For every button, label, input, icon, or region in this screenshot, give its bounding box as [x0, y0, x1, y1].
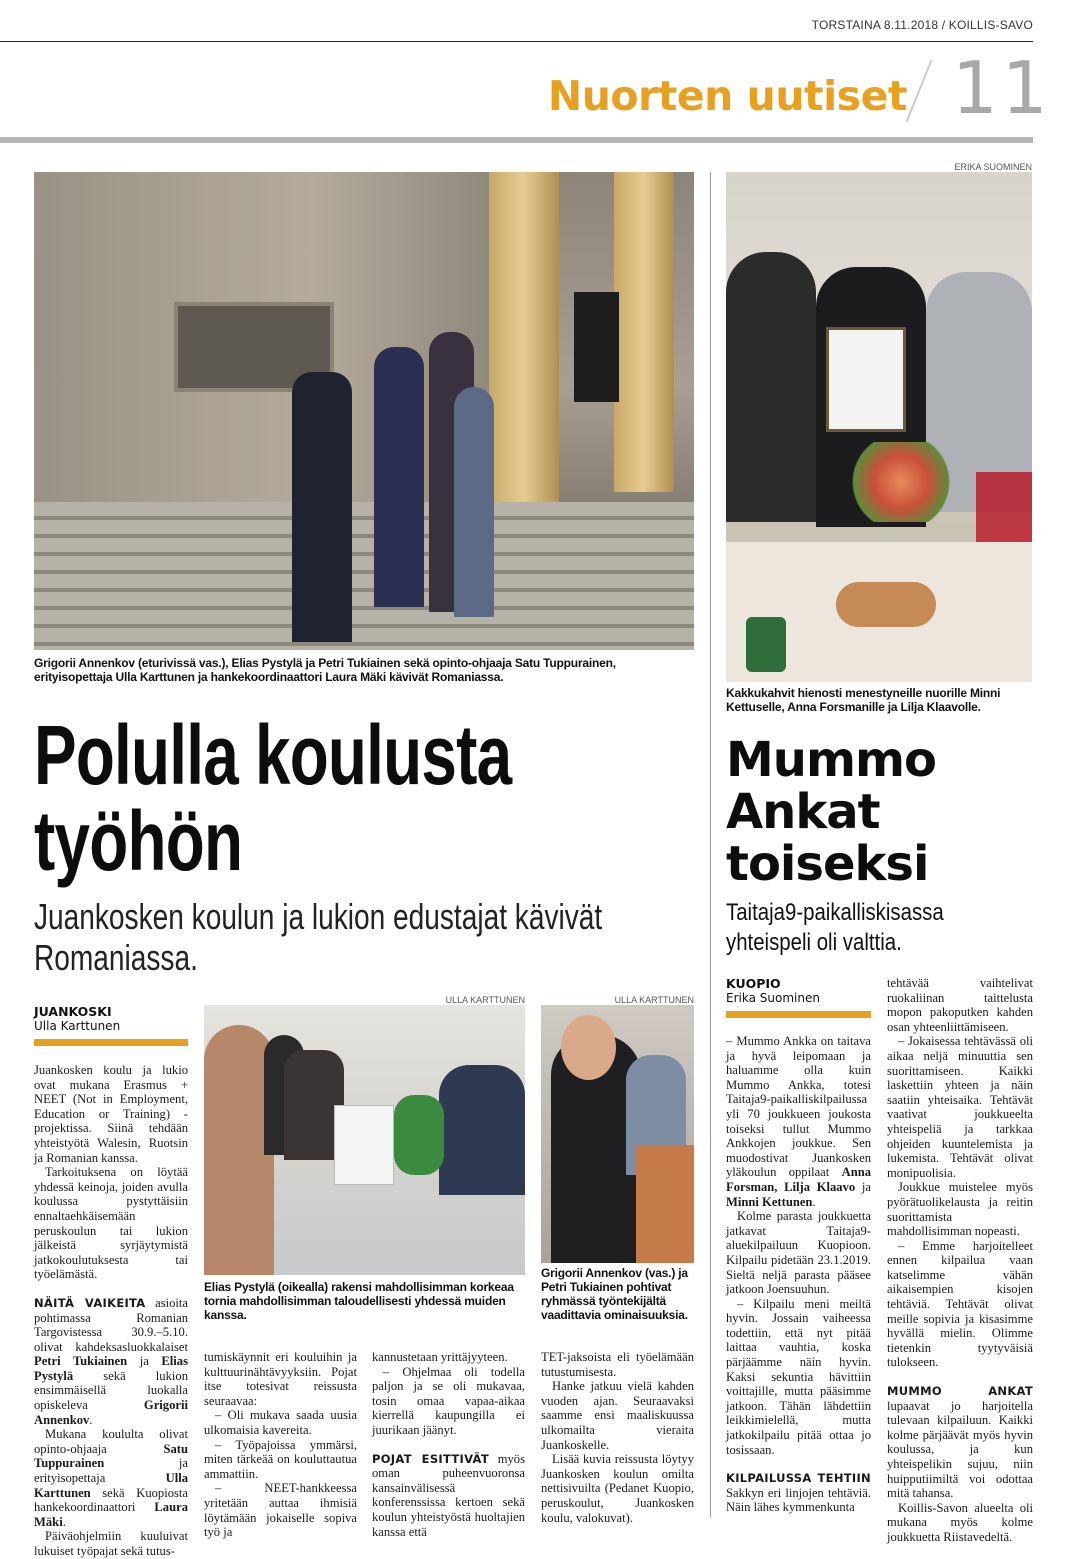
- paragraph: [541, 1350, 694, 1379]
- text: Hanke jatkuu vielä kahden vuoden ajan. Seuraavaksi saamme ensi maaliskuussa ulkomailta vieraita Juankoskelle.: [541, 1379, 694, 1452]
- paragraph: [887, 976, 1033, 1034]
- top-rule: [0, 41, 1033, 42]
- headline-line: toiseksi: [726, 836, 929, 892]
- text: – Ohjelmaa oli todella paljon ja se oli mukavaa, tosin omaa vapaa-aikaa kierrellä kaupungilla ei juurikaan jäänyt.: [372, 1364, 525, 1437]
- headline-line: Polulla koulusta: [34, 708, 512, 802]
- dateline-place: KUOPIO: [726, 976, 781, 991]
- paragraph: [372, 1365, 525, 1438]
- text: Joukkue muistelee myös pyörätuolikelausta ja reitin suorittamista mahdollisimman nopeasti.: [887, 1180, 1033, 1239]
- photo2-caption: Elias Pystylä (oikealla) rakensi mahdollisimman korkeaa tornia mahdollisimman taloudellisesti yhdessä muiden kanssa.: [204, 1280, 514, 1322]
- right-photo: [726, 172, 1032, 682]
- headline-line: Mummo: [726, 732, 936, 788]
- paragraph: [34, 1296, 188, 1427]
- text: myös oman puheenvuoronsa kansainvälisessä konferenssissa kertoen sekä koulun yhteistyöstä huoltajien kanssa että: [372, 1451, 525, 1539]
- headline-line: Ankat: [726, 784, 880, 840]
- name-bold: Laura Mäki: [34, 1500, 188, 1529]
- text: TET-jaksoista eli työelämään tutustumisesta.: [541, 1350, 694, 1379]
- lead-in: KILPAILUSSA TEHTIIN: [726, 1471, 871, 1486]
- main-photo-caption: Grigorii Annenkov (eturivissä vas.), Elias Pystylä ja Petri Tukiainen sekä opinto-ohjaaja Satu Tuppurainen, erityisopettaja Ulla Karttunen ja hankekoordinaattori Laura Mäki kävivät Romaniassa.: [34, 656, 616, 684]
- name-bold: Satu Tuppurainen: [34, 1441, 188, 1471]
- text: Mukana koululta olivat opinto-ohjaaja: [34, 1427, 188, 1456]
- text: ja: [127, 1354, 162, 1369]
- name-bold: Petri Tukiainen: [34, 1354, 128, 1369]
- photo2-credit: ULLA KARTTUNEN: [445, 995, 525, 1005]
- name-bold: Grigorii Annenkov: [34, 1398, 188, 1427]
- slash-divider: [905, 60, 932, 122]
- article-column: [34, 1063, 188, 1559]
- text: tehtävää vaihtelivat ruokaliinan taittelusta mopon pakoputken kahden osan yhteenliittämiseen.: [887, 976, 1033, 1034]
- right-photo-credit: ERIKA SUOMINEN: [954, 162, 1032, 172]
- paragraph: [887, 1239, 1033, 1370]
- paragraph: [204, 1350, 357, 1408]
- text: ja: [855, 1179, 871, 1194]
- text: asioita pohtimassa Romanian Targovistessa 30.9.–5.10. olivat kahdeksasluokkalaiset: [34, 1295, 188, 1354]
- text: – Oli mukava saada uusia ulkomaisia kavereita.: [204, 1408, 357, 1437]
- paragraph: [372, 1350, 525, 1365]
- section-title: Nuorten uutiset: [547, 72, 907, 120]
- paragraph: [34, 1529, 188, 1558]
- article-column: [887, 976, 1033, 1545]
- dateline-place: JUANKOSKI: [34, 1004, 112, 1019]
- photo-students: [541, 1005, 694, 1263]
- text: – Kilpailu meni meiltä hyvin. Jossain vaiheessa todettiin, että nyt pitää laittaa vauhtia, koska pärjäämme näin hyvin. Kaksi sekuntia hävittiin voittajille, mutta pääsimme jatkoon. Tähän lähdettiin leikkimielellä, mutta jatkokilpailu pitää ottaa jo tosissaan.: [726, 1296, 871, 1457]
- text: Päiväohjelmiin kuuluivat lukuiset työpajat sekä tutus-: [34, 1529, 188, 1558]
- text: ja erityisopettaja: [34, 1456, 188, 1486]
- text: – Jokaisessa tehtävässä oli aikaa neljä minuuttia sen suorittamiseen. Kaikki laskettiin yhteen ja näin saatiin yhteisaika. Tehtävät vaativat joukkueelta yhteispeliä ja tarkkaa ohjeiden kuuntelemista ja lukemista. Tehtävät olivat monipuolisia.: [887, 1034, 1033, 1180]
- paragraph: [541, 1452, 694, 1525]
- article-column: [372, 1350, 525, 1539]
- paragraph: [34, 1063, 188, 1165]
- text: sekä Kuopiosta hankekoordinaattori: [34, 1485, 188, 1515]
- text: tumiskäynnit eri kouluihin ja kulttuurinähtävyyksiin. Pojat itse totesivat reissusta seuraavaa:: [204, 1350, 357, 1408]
- paragraph: [541, 1379, 694, 1452]
- lead-in: MUMMO ANKAT: [887, 1384, 1033, 1399]
- text: lupaavat jo harjoitella tulevaan kilpailuun. Kaikki kolme pärjäävät myös hyvin koulussa, ja kun yhteispelikin sujuu, niin huipputiimiltä voi odottaa mitä tahansa.: [887, 1398, 1033, 1501]
- text: Sakkyn eri linjojen tehtäviä. Näin lähes kymmenkunta: [726, 1485, 871, 1515]
- text: – Mummo Ankka on taitava ja hyvä leipomaan ja haluamme olla kuin Mummo Ankka, totesi Taitaja9-paikalliskilpailussa yli 70 joukkueen joukosta toiseksi tullut Mummo Ankkojen joukkue. Sen muodostivat Juankosken yläkoulun oppilaat: [726, 1034, 871, 1180]
- article-column: [726, 1034, 871, 1515]
- name-bold: Anna Forsman, Lilja Klaavo: [726, 1165, 871, 1194]
- lead-in: POJAT ESITTIVÄT: [372, 1451, 489, 1466]
- text: .: [812, 1194, 816, 1209]
- text: – NEET-hankkeessa yritetään auttaa ihmisiä löytämään jokaiselle sopiva työ ja: [204, 1481, 357, 1540]
- text: Kolme parasta joukkuetta jatkavat Taitaja9-aluekilpailuun Kuopioon. Kilpailu pidetään 23.1.2019. Sieltä neljä parasta pääsee jatkoon Joensuuhun.: [726, 1209, 871, 1297]
- text: .: [62, 1514, 66, 1529]
- text: Juankosken koulu ja lukio ovat mukana Erasmus + NEET (Not in Employment, Education or Training) -projektissa. Siinä tehdään yhteistyötä Walesin, Ruotsin ja Romanian kanssa.: [34, 1063, 188, 1165]
- article-column: [204, 1350, 357, 1540]
- paragraph: [204, 1481, 357, 1539]
- text: – Emme harjoitelleet ennen kilpailua vaan katselimme vähän aikaisempien kisojen tehtäviä. Tehtävät olivat meille sopivia ja kisasimme hyvällä mielin. Olimme tietenkin tyytyväisiä tulokseen.: [887, 1238, 1033, 1370]
- text: sekä lukion ensimmäisellä luokalla opiskeleva: [34, 1368, 188, 1413]
- text: .: [89, 1412, 93, 1427]
- headline-line: työhön: [34, 794, 243, 888]
- paragraph: [34, 1427, 188, 1529]
- lead-in: NÄITÄ VAIKEITA: [34, 1295, 146, 1310]
- paragraph: [34, 1165, 188, 1282]
- headline: [34, 708, 718, 888]
- right-subheadline: Taitaja9-paikalliskisassa yhteispeli oli valttia.: [726, 899, 944, 956]
- paragraph: [726, 1297, 871, 1458]
- paragraph: [726, 1034, 871, 1209]
- page-number: 11: [952, 46, 1052, 130]
- text: Lisää kuvia reissusta löytyy Juankosken koulun omilta nettisivuilta (Pedanet Kuopio, peruskoulut, Juankosken koulu, valokuvat).: [541, 1452, 694, 1525]
- name-bold: Elias Pystylä: [34, 1354, 188, 1383]
- author: Erika Suominen: [726, 991, 820, 1005]
- paragraph: [726, 1209, 871, 1297]
- right-headline: [726, 734, 1026, 890]
- text: Tarkoituksena on löytää yhdessä keinoja, joiden avulla koulussa pystyttäisiin ennaltaehkäisemään peruskoulun tai lukion jälkeistä syrjäytymistä jatkokoulutuksesta tai työelämästä.: [34, 1165, 188, 1282]
- paragraph: [887, 1501, 1033, 1545]
- subheadline: Juankosken koulun ja lukion edustajat kävivät Romaniassa.: [34, 896, 603, 978]
- text: kannustetaan yrittäjyyteen.: [372, 1350, 508, 1364]
- dateline: TORSTAINA 8.11.2018 / KOILLIS-SAVO: [811, 18, 1033, 32]
- text: Koillis-Savon alueelta oli mukana myös kolme joukkuetta Riistavedeltä.: [887, 1500, 1033, 1544]
- article-column: [541, 1350, 694, 1525]
- paragraph: [204, 1438, 357, 1482]
- right-photo-caption: Kakkukahvit hienosti menestyneille nuorille Minni Kettuselle, Anna Forsmanille ja Lilja Klaavolle.: [726, 686, 1001, 714]
- name-bold: Minni Kettunen: [726, 1194, 813, 1209]
- photo3-caption: Grigorii Annenkov (vas.) ja Petri Tukiainen pohtivat ryhmässä työntekijältä vaadittavia ominaisuuksia.: [541, 1266, 688, 1322]
- paragraph: [887, 1384, 1033, 1501]
- name-bold: Ulla Karttunen: [34, 1471, 188, 1500]
- photo-tower-building: [204, 1005, 525, 1275]
- header-rule: [0, 137, 1033, 143]
- photo3-credit: ULLA KARTTUNEN: [614, 995, 694, 1005]
- paragraph: [887, 1034, 1033, 1180]
- byline-bar: [726, 1011, 871, 1018]
- paragraph: [726, 1471, 871, 1515]
- main-photo: [34, 172, 694, 650]
- paragraph: [887, 1180, 1033, 1238]
- paragraph: [372, 1452, 525, 1540]
- byline-bar: [34, 1039, 188, 1046]
- author: Ulla Karttunen: [34, 1019, 121, 1033]
- paragraph: [204, 1408, 357, 1437]
- text: – Työpajoissa ymmärsi, miten tärkeää on kouluttautua ammattiin.: [204, 1437, 357, 1481]
